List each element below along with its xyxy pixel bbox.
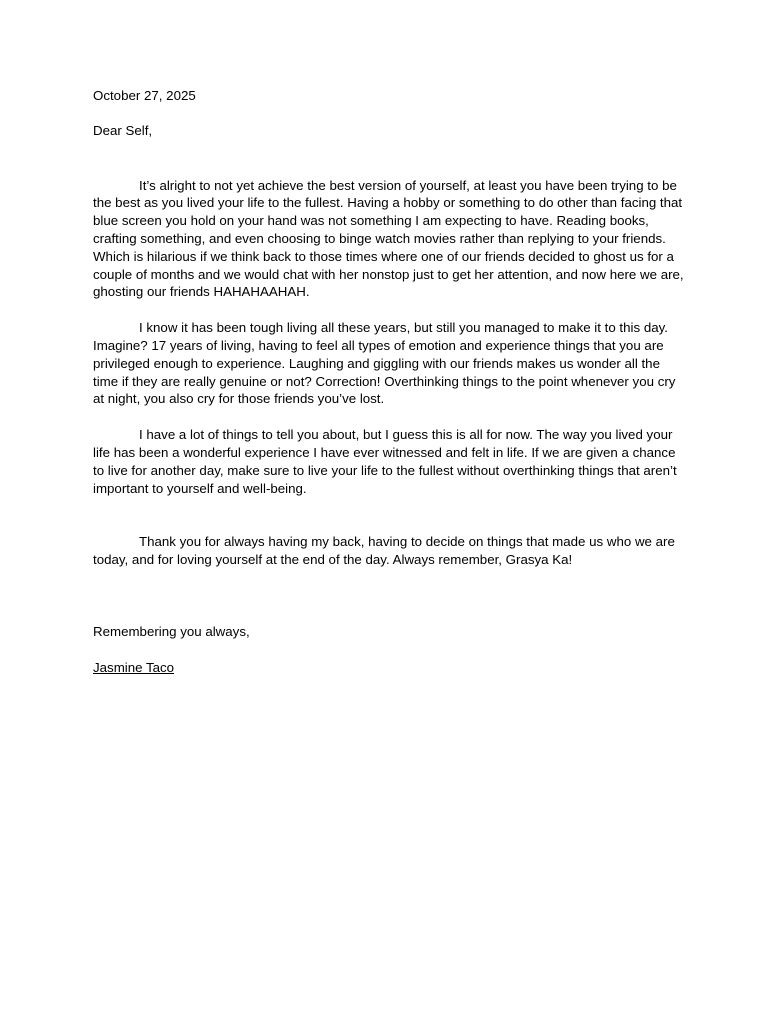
letter-paragraph-4: Thank you for always having my back, having to decide on things that made us who we are today, and for loving yourself at the end of the day. Always remember, Grasya Ka! bbox=[93, 534, 675, 568]
letter-signature: Jasmine Taco bbox=[93, 659, 175, 675]
letter-date: October 27, 2025 bbox=[93, 88, 196, 103]
letter-paragraph-1: It’s alright to not yet achieve the best version of yourself, at least you have been trying to be the best as you lived your life to the fullest. Having a hobby or something to do other than facing that blue screen you hold on your hand was not something I am expecting to have. Reading books, crafting something, and even choosing to binge watch movies rather than replying to your friends. Which is hilarious if we think back to those times where one of our friends decided to ghost us for a couple of months and we would chat with her nonstop just to get her attention, and now here we are, ghosting our friends HAHAHAAHAH. bbox=[93, 177, 684, 300]
letter-closing: Remembering you always, bbox=[93, 623, 250, 639]
letter-paragraph-3: I have a lot of things to tell you about, but I guess this is all for now. The way you lived your life has been a wonderful experience I have ever witnessed and felt in life. If we are given a chance to live for another day, make sure to live your life to the fullest without overthinking things that aren’t important to yourself and well-being. bbox=[93, 427, 677, 496]
letter-page bbox=[93, 87, 685, 677]
letter-salutation: Dear Self, bbox=[93, 122, 153, 138]
letter-paragraph-2: I know it has been tough living all these years, but still you managed to make it to this day. Imagine? 17 years of living, having to feel all types of emotion and experience things that you are privileged enough to experience. Laughing and giggling with our friends makes us wonder all the time if they are really genuine or not? Correction! Overthinking things to the point whenever you cry at night, you also cry for those friends you’ve lost. bbox=[93, 320, 676, 407]
